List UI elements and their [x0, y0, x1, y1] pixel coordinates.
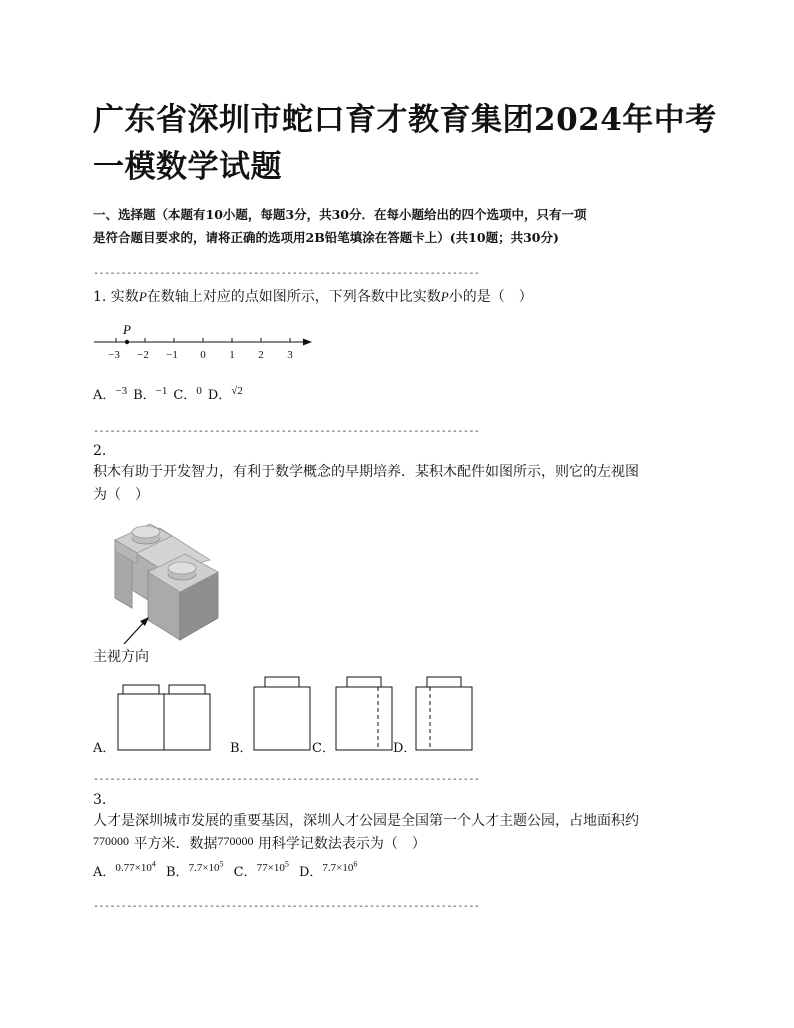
q2-options-figures: [90, 676, 480, 756]
tick-label: −2: [137, 349, 149, 361]
q2-option-b-figure: [254, 677, 310, 750]
q2-option-b-label: B．: [230, 741, 253, 756]
separator: ----------------------------------------------------------------------: [93, 268, 480, 279]
q1-option-b-label: B．: [133, 388, 156, 403]
q2-stem-line-1: 积木有助于开发智力，有利于数学概念的早期培养．某积木配件如图所示，则它的左视图: [93, 464, 639, 480]
q3-option-a-label: A．: [93, 865, 116, 880]
view-direction-label: 主视方向: [93, 649, 149, 665]
q3-option-d-label: D．: [298, 865, 323, 880]
number-line-ticks: [116, 338, 290, 342]
q1-option-d-label: D．: [207, 388, 232, 403]
q1-option-d-value: √2: [231, 385, 243, 397]
tick-label: 3: [287, 349, 293, 361]
q2-option-d-label: D．: [393, 741, 417, 756]
doc-title-line-1: 广东省深圳市蛇口育才教育集团2024年中考: [93, 102, 717, 138]
separator: ----------------------------------------------------------------------: [93, 774, 480, 785]
q3-text-a: 平方米．数据: [133, 836, 218, 852]
q3-option-c-label: C．: [233, 865, 257, 880]
q3-options: [93, 861, 357, 880]
q3-stem-line-1: 人才是深圳城市发展的重要基因，深圳人才公园是全国第一个人才主题公园，占地面积约: [93, 813, 639, 829]
q1-text-a: 1. 实数: [93, 289, 139, 305]
q1-option-c-value: 0: [196, 385, 202, 397]
doc-title-line-2: 一模数学试题: [93, 149, 282, 185]
q1-text-b: 在数轴上对应的点如图所示，下列各数中比实数: [146, 289, 441, 305]
q1-text-c: 小的是（ ）: [448, 289, 533, 305]
q2-option-a-label: A．: [93, 741, 116, 756]
tick-label: −3: [108, 349, 120, 361]
q3-stem-line-2: [93, 833, 426, 853]
view-direction-arrow-icon: [118, 614, 158, 648]
section-header-line-2: 是符合题目要求的，请将正确的选项用2B铅笔填涂在答题卡上）(共10题；共30分): [93, 230, 559, 245]
q2-option-c-figure: [336, 677, 392, 750]
q1-stem: [93, 286, 533, 306]
q2-option-a-figure: [118, 685, 210, 750]
q3-option-b-label: B．: [166, 865, 189, 880]
q1-option-c-label: C．: [173, 388, 197, 403]
q2-option-c-label: C．: [312, 741, 335, 756]
q3-number-770000-2: 770000: [217, 834, 254, 848]
q2-option-d-figure: [416, 677, 472, 750]
tick-label: 0: [200, 349, 206, 361]
number-line-arrow-icon: [303, 339, 312, 346]
q2-number: 2.: [93, 443, 107, 459]
q3-number-770000: 770000: [93, 834, 129, 848]
q1-option-b-value: −1: [155, 385, 168, 397]
tick-label: −1: [166, 349, 178, 361]
q3-option-c-value: 77×105: [256, 859, 289, 874]
point-p-label: P: [123, 322, 131, 337]
q3-option-b-value: 7.7×105: [188, 859, 224, 874]
q3-number: 3.: [93, 792, 107, 808]
tick-label: 1: [229, 349, 235, 361]
q1-options: [93, 384, 243, 403]
q3-text-b: 用科学记数法表示为（ ）: [257, 836, 426, 852]
q3-option-a-value: 0.77×104: [115, 859, 156, 874]
q1-option-a-value: −3: [115, 385, 128, 397]
tick-label: 2: [258, 349, 264, 361]
separator: ----------------------------------------------------------------------: [93, 426, 480, 437]
number-line-figure: [90, 318, 320, 366]
q1-var-p-2: P: [440, 289, 449, 304]
q3-option-d-value: 7.7×106: [322, 859, 358, 874]
point-p-marker: [125, 340, 129, 344]
q1-option-a-label: A．: [93, 388, 116, 403]
section-header-line-1: 一、选择题（本题有10小题，每题3分，共30分．在每小题给出的四个选项中，只有一项: [93, 207, 587, 222]
q1-var-p: P: [138, 289, 147, 304]
q2-stem-line-2: 为（ ）: [93, 487, 149, 503]
separator: ----------------------------------------------------------------------: [93, 901, 480, 912]
